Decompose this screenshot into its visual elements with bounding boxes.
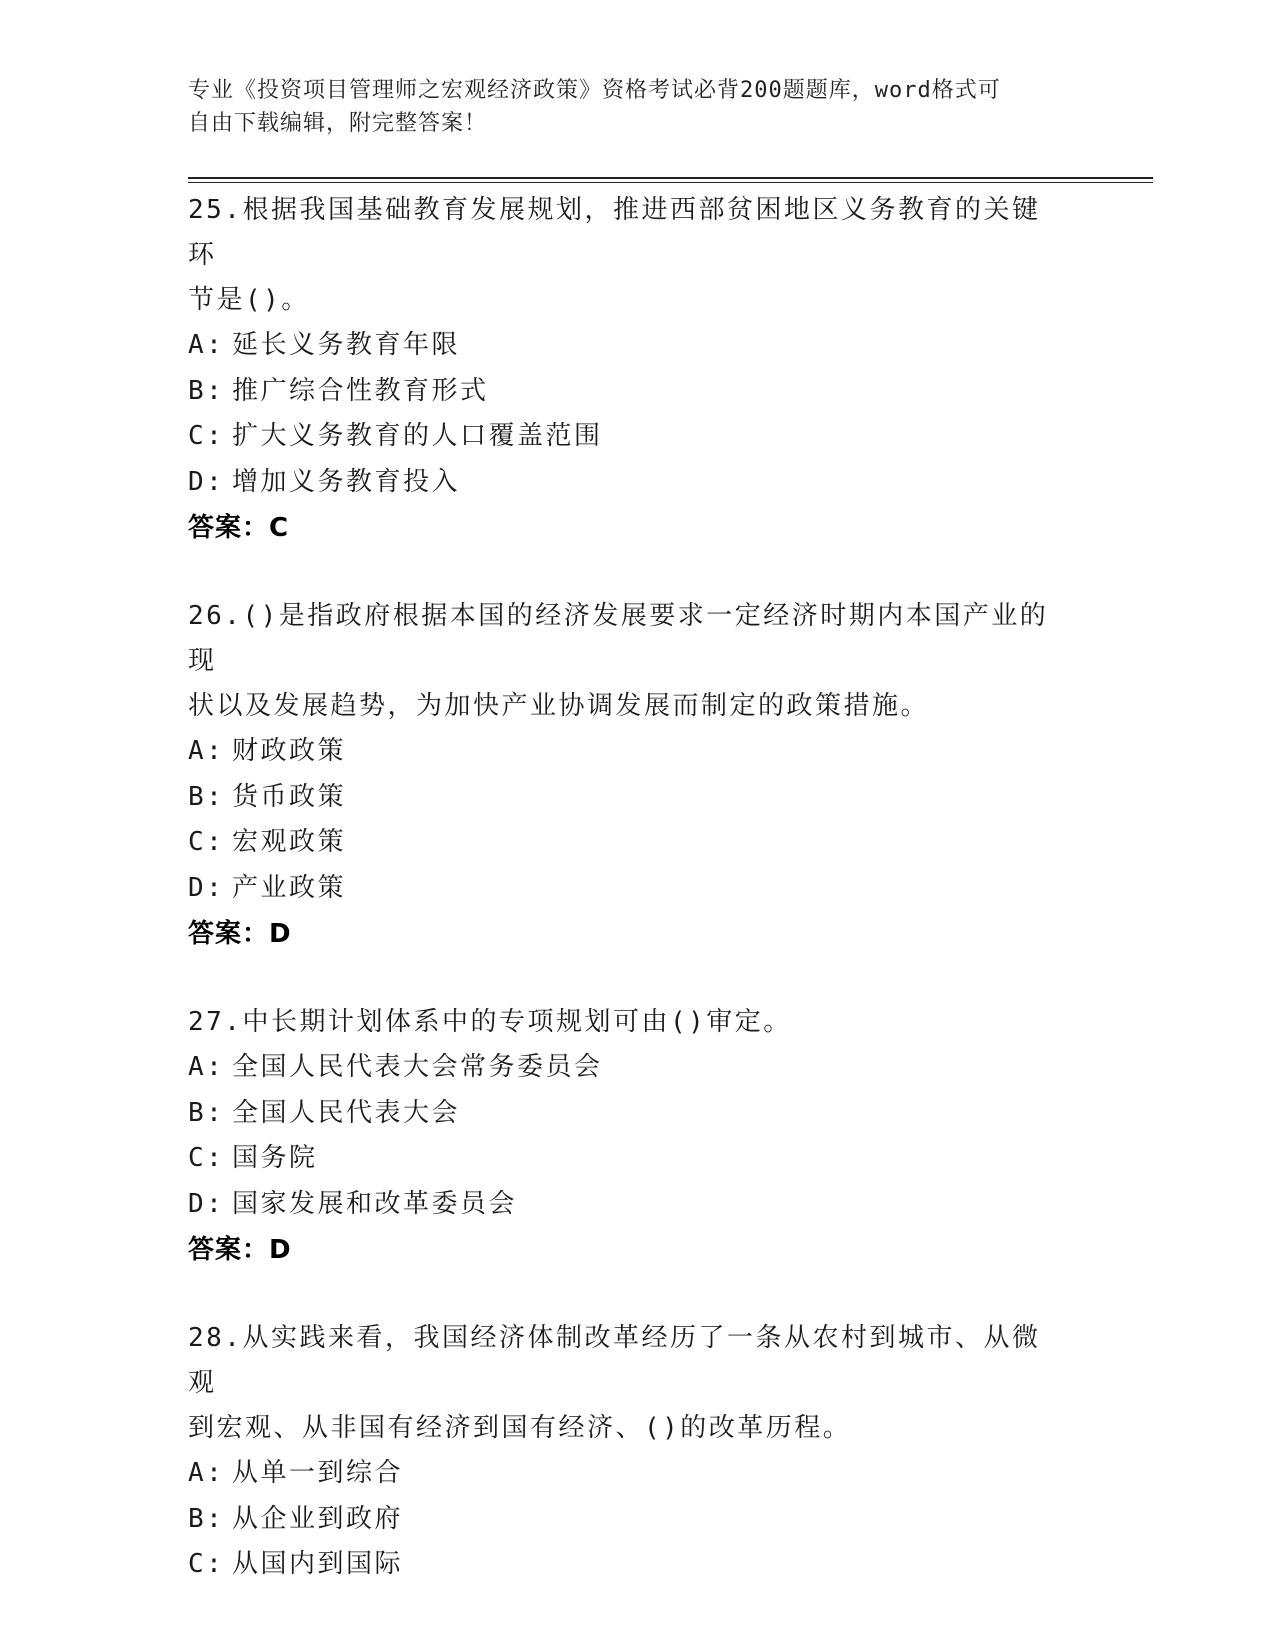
question-27 [188, 1000, 1088, 1273]
stem-line: 状以及发展趋势，为加快产业协调发展而制定的政策措施。 [188, 691, 930, 721]
option-c [188, 820, 1088, 866]
option-b [188, 1091, 1088, 1137]
option-letter: D: [188, 872, 225, 903]
option-a [188, 1451, 1088, 1497]
option-text: 从企业到政府 [232, 1503, 404, 1534]
option-a [188, 729, 1088, 775]
option-letter: B: [188, 375, 225, 406]
stem-line: 到宏观、从非国有经济到国有经济、()的改革历程。 [188, 1413, 852, 1443]
option-c [188, 414, 1088, 460]
option-text: 从国内到国际 [232, 1549, 404, 1579]
header-line-2: 自由下载编辑，附完整答案！ [188, 111, 488, 136]
option-text: 产业政策 [232, 872, 347, 903]
document-header [188, 74, 1068, 140]
question-stem [188, 1000, 1068, 1045]
option-text: 国家发展和改革委员会 [232, 1188, 518, 1219]
option-letter: C: [188, 421, 225, 451]
option-letter: A: [188, 736, 225, 766]
option-letter: A: [188, 1458, 225, 1488]
option-c [188, 1542, 1088, 1588]
question-stem [188, 1316, 1068, 1451]
stem-line: 28.从实践来看，我国经济体制改革经历了一条从农村到城市、从微观 [188, 1323, 1041, 1398]
stem-line: 26.()是指政府根据本国的经济发展要求一定经济时期内本国产业的现 [188, 601, 1049, 676]
option-text: 从单一到综合 [232, 1458, 404, 1488]
option-text: 推广综合性教育形式 [232, 375, 489, 406]
option-b [188, 1497, 1088, 1543]
question-28 [188, 1316, 1088, 1588]
question-stem [188, 594, 1068, 729]
option-letter: C: [188, 827, 225, 857]
option-text: 国务院 [232, 1143, 318, 1173]
question-spacer [188, 551, 1088, 594]
option-letter: C: [188, 1549, 225, 1579]
stem-line: 27.中长期计划体系中的专项规划可由()审定。 [188, 1007, 792, 1037]
header-line-1: 专业《投资项目管理师之宏观经济政策》资格考试必背200题题库，word格式可 [188, 78, 1001, 103]
option-b [188, 775, 1088, 821]
stem-line: 25.根据我国基础教育发展规划，推进西部贫困地区义务教育的关键环 [188, 195, 1041, 270]
option-d [188, 1182, 1088, 1228]
option-text: 财政政策 [232, 736, 347, 766]
question-spacer [188, 957, 1088, 1000]
question-spacer [188, 1273, 1088, 1316]
option-text: 全国人民代表大会常务委员会 [232, 1052, 603, 1082]
header-divider-thick [188, 177, 1153, 179]
option-text: 全国人民代表大会 [232, 1097, 461, 1128]
option-text: 延长义务教育年限 [232, 330, 461, 360]
option-c [188, 1136, 1088, 1182]
option-text: 宏观政策 [232, 827, 347, 857]
option-letter: B: [188, 781, 225, 812]
option-a [188, 323, 1088, 369]
option-d [188, 460, 1088, 506]
option-letter: D: [188, 466, 225, 497]
option-text: 增加义务教育投入 [232, 466, 461, 497]
question-list [188, 188, 1088, 1588]
answer-line: 答案：D [188, 1235, 292, 1265]
option-letter: B: [188, 1503, 225, 1534]
option-letter: B: [188, 1097, 225, 1128]
option-text: 货币政策 [232, 781, 347, 812]
stem-line: 节是()。 [188, 285, 310, 315]
option-d [188, 866, 1088, 912]
question-26 [188, 594, 1088, 957]
option-letter: D: [188, 1188, 225, 1219]
answer-line: 答案：C [188, 513, 290, 543]
option-letter: A: [188, 330, 225, 360]
option-b [188, 369, 1088, 415]
option-a [188, 1045, 1088, 1091]
option-text: 扩大义务教育的人口覆盖范围 [232, 421, 603, 451]
header-divider-thin [188, 182, 1153, 183]
question-25 [188, 188, 1088, 551]
option-letter: A: [188, 1052, 225, 1082]
option-letter: C: [188, 1143, 225, 1173]
question-stem [188, 188, 1068, 323]
answer-line: 答案：D [188, 919, 292, 949]
